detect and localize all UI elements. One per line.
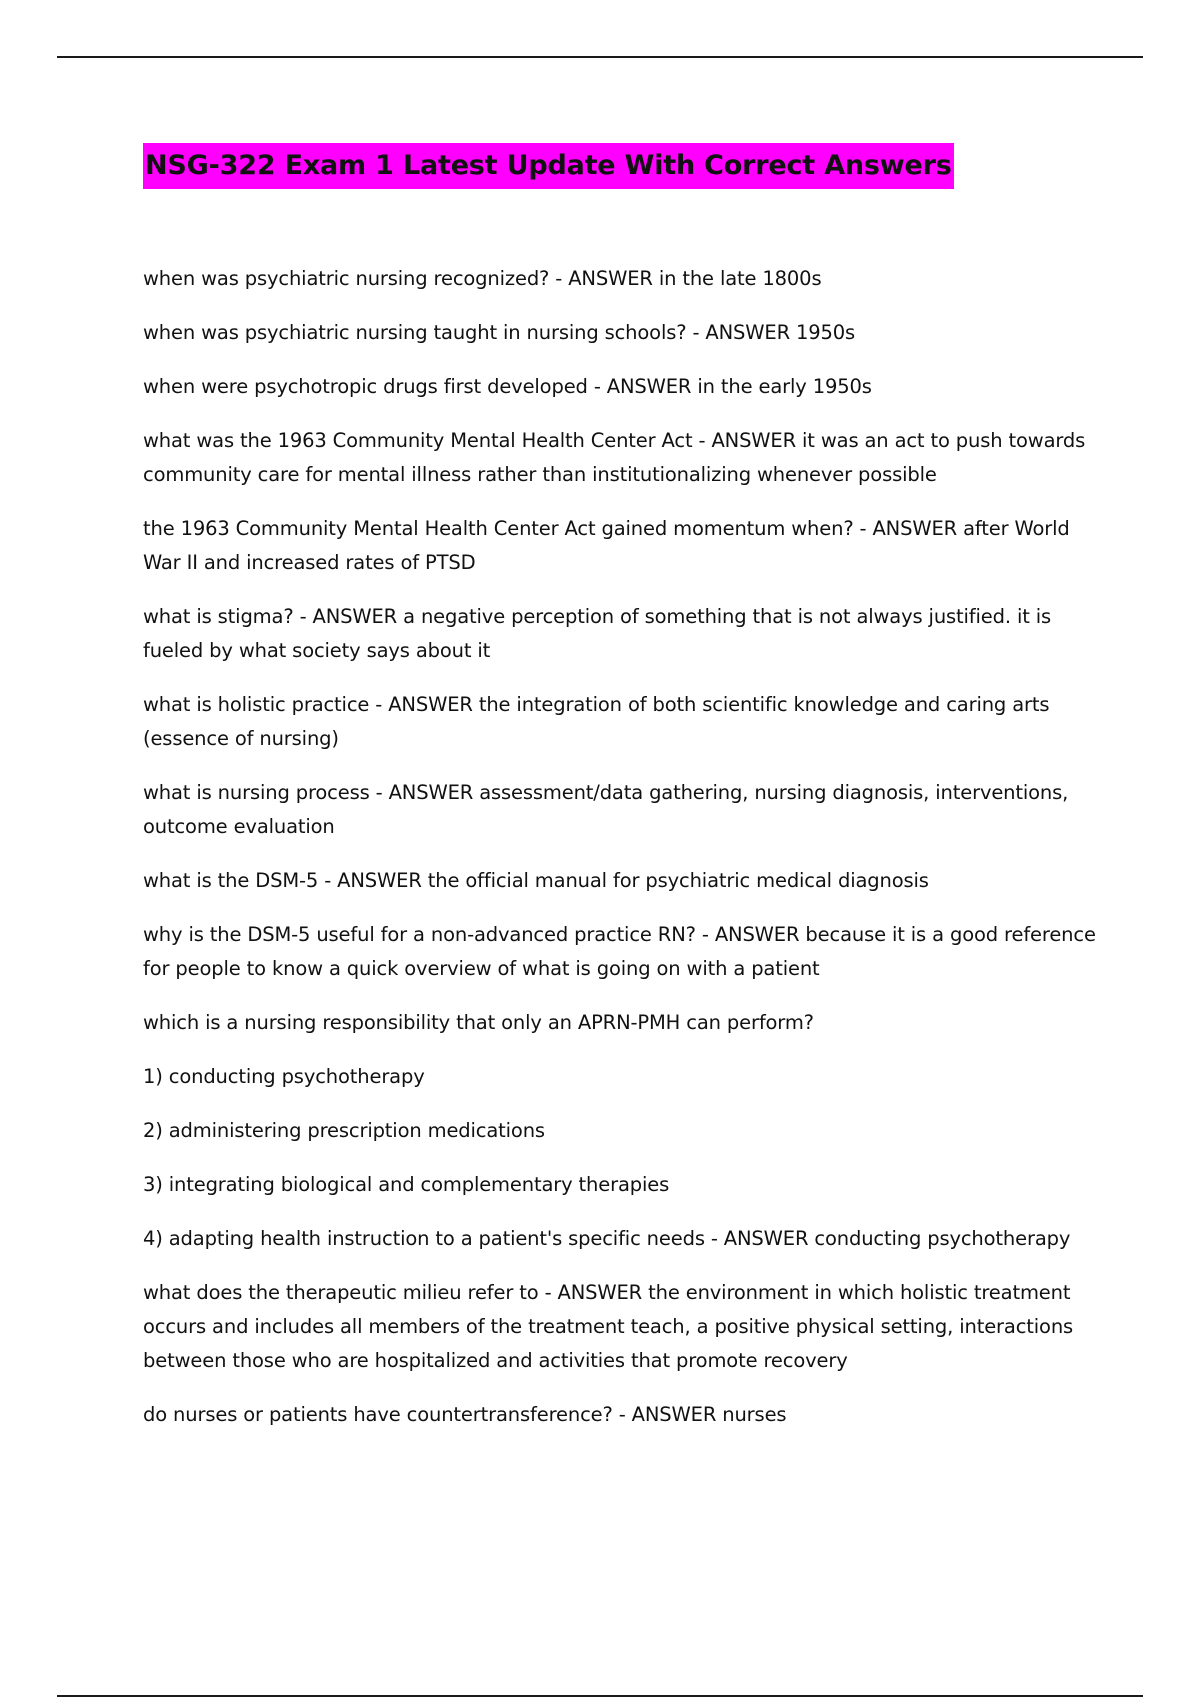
document-body xyxy=(143,143,1103,1452)
qa-entry: the 1963 Community Mental Health Center Act gained momentum when? - ANSWER after World War II and increased rates of PTSD xyxy=(143,517,1070,574)
qa-option: 3) integrating biological and complementary therapies xyxy=(143,1173,670,1196)
qa-entry: when was psychiatric nursing recognized? - ANSWER in the late 1800s xyxy=(143,267,822,290)
bottom-rule xyxy=(57,1695,1143,1697)
qa-entry: what is holistic practice - ANSWER the integration of both scientific knowledge and caring arts (essence of nursing) xyxy=(143,693,1050,750)
qa-entry: when were psychotropic drugs first developed - ANSWER in the early 1950s xyxy=(143,375,872,398)
qa-entry: when was psychiatric nursing taught in nursing schools? - ANSWER 1950s xyxy=(143,321,856,344)
qa-option: 4) adapting health instruction to a patient's specific needs - ANSWER conducting psychotherapy xyxy=(143,1227,1071,1250)
top-rule xyxy=(57,56,1143,58)
qa-entry: do nurses or patients have countertransference? - ANSWER nurses xyxy=(143,1403,787,1426)
qa-option: 1) conducting psychotherapy xyxy=(143,1065,425,1088)
qa-entry: what does the therapeutic milieu refer to - ANSWER the environment in which holistic treatment occurs and includes all members of the treatment teach, a positive physical setting, interactions between those who are hospitalized and activities that promote recovery xyxy=(143,1281,1074,1372)
qa-entry: what is nursing process - ANSWER assessment/data gathering, nursing diagnosis, interventions, outcome evaluation xyxy=(143,781,1069,838)
document-title: NSG-322 Exam 1 Latest Update With Correct Answers xyxy=(143,143,954,189)
qa-entry: what is the DSM-5 - ANSWER the official manual for psychiatric medical diagnosis xyxy=(143,869,929,892)
qa-entry: what was the 1963 Community Mental Health Center Act - ANSWER it was an act to push towards community care for mental illness rather than institutionalizing whenever possible xyxy=(143,429,1086,486)
qa-option: 2) administering prescription medications xyxy=(143,1119,545,1142)
qa-question: which is a nursing responsibility that only an APRN-PMH can perform? xyxy=(143,1011,814,1034)
qa-entry: what is stigma? - ANSWER a negative perception of something that is not always justified. it is fueled by what society says about it xyxy=(143,605,1052,662)
qa-entry: why is the DSM-5 useful for a non-advanced practice RN? - ANSWER because it is a good reference for people to know a quick overview of what is going on with a patient xyxy=(143,923,1096,980)
qa-list xyxy=(143,262,1103,1432)
